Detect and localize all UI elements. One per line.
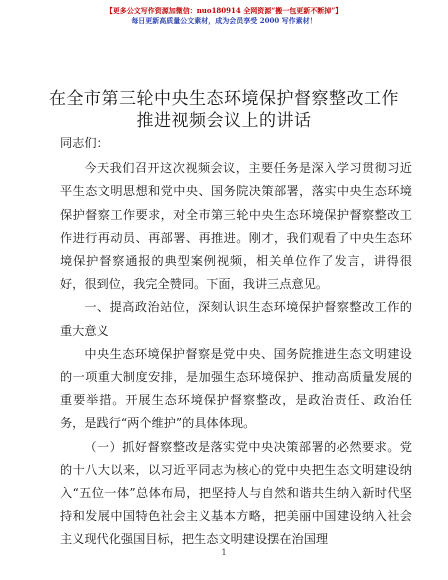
page-number: 1 xyxy=(221,548,227,557)
paragraph-intro: 今天我们召开这次视频会议，主要任务是深入学习贯彻习近平生态文明思想和党中央、国务院决策部署，落实中央生态环境保护督察工作要求，对全市第三轮中央生态环境保护督察整改工作进行再动员、再部署、再推进。刚才，我们观看了中央生态环境保护督察通报的典型案例视频，相关单位作了发言，讲得很好，很到位，我完全赞同。下面，我讲三点意见。 xyxy=(60,161,412,292)
banner-update-line: 每日更新高质量公文素材，成为会员享受 2000 写作素材！ xyxy=(131,16,317,25)
section-heading-1: 一、提高政治站位，深刻认识生态环境保护督察整改工作的重大意义 xyxy=(60,300,412,338)
header-banner xyxy=(0,6,448,26)
paragraph-subsection-1: （一）抓好督察整改是落实党中央决策部署的必然要求。党的十八大以来，以习近平同志为核心的党中央把生态文明建设纳入“五位一体”总体布局，把坚持人与自然和谐共生纳入新时代坚持和发展中国特色社会主义基本方略，把美丽中国建设纳入社会主义现代化强国目标，把生态文明建设摆在治国理 xyxy=(60,439,412,547)
title-line-1: 在全市第三轮中央生态环境保护督察整改工作 xyxy=(49,89,399,109)
greeting: 同志们： xyxy=(60,136,109,150)
paragraph-section-1: 中央生态环境保护督察是党中央、国务院推进生态文明建设的一项重大制度安排，是加强生态环境保护、推动高质量发展的重要举措。开展生态环境保护督察整改，是政治责任、政治任务，是践行“两个维护”的具体体现。 xyxy=(60,346,412,431)
document-title xyxy=(40,88,408,132)
banner-promo-line: 【更多公文写作资源加微信：nuo180914 全网资源“搬一包更新不断掉”】 xyxy=(105,6,343,15)
title-line-2: 推进视频会议上的讲话 xyxy=(136,111,312,131)
document-body xyxy=(60,132,412,552)
